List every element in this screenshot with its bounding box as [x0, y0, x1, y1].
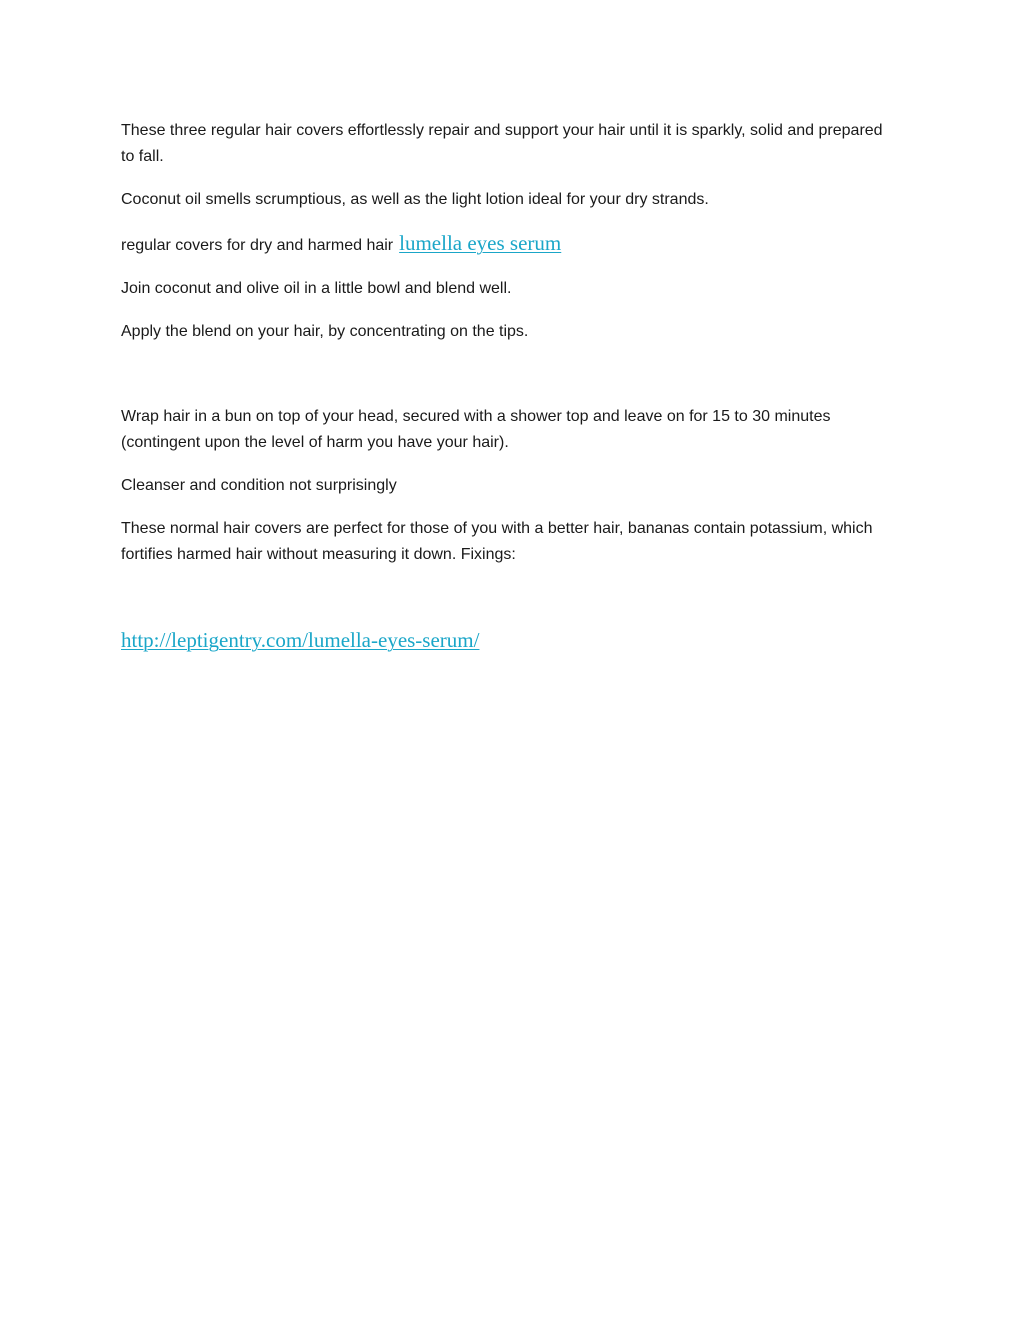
paragraph-cleanser: Cleanser and condition not surprisingly [121, 477, 397, 494]
leptigentry-url-link[interactable]: http://leptigentry.com/lumella-eyes-serum/ [121, 628, 480, 652]
blank-line [121, 362, 891, 404]
paragraph-coconut-oil: Coconut oil smells scrumptious, as well as the light lotion ideal for your dry strands. [121, 191, 709, 208]
document-body [121, 118, 891, 673]
blank-line-2 [121, 585, 891, 625]
paragraph-normal-covers: These normal hair covers are perfect for those of you with a better hair, bananas contain potassium, which fortifies harmed hair without measuring it down. Fixings: [121, 520, 873, 563]
paragraph-regular-covers-text: regular covers for dry and harmed hair [121, 237, 394, 254]
url-paragraph [121, 625, 891, 656]
paragraph-wrap-hair: Wrap hair in a bun on top of your head, secured with a shower top and leave on for 15 to 30 minutes (contingent upon the level of harm you have your hair). [121, 408, 831, 451]
paragraph-apply-blend: Apply the blend on your hair, by concentrating on the tips. [121, 323, 529, 340]
paragraph-regular-covers [121, 230, 891, 259]
paragraph-hair-covers-intro: These three regular hair covers effortlessly repair and support your hair until it is sparkly, solid and prepared to fall. [121, 122, 883, 165]
lumella-eyes-serum-link[interactable]: lumella eyes serum [399, 231, 562, 255]
paragraph-join-oils: Join coconut and olive oil in a little bowl and blend well. [121, 280, 512, 297]
